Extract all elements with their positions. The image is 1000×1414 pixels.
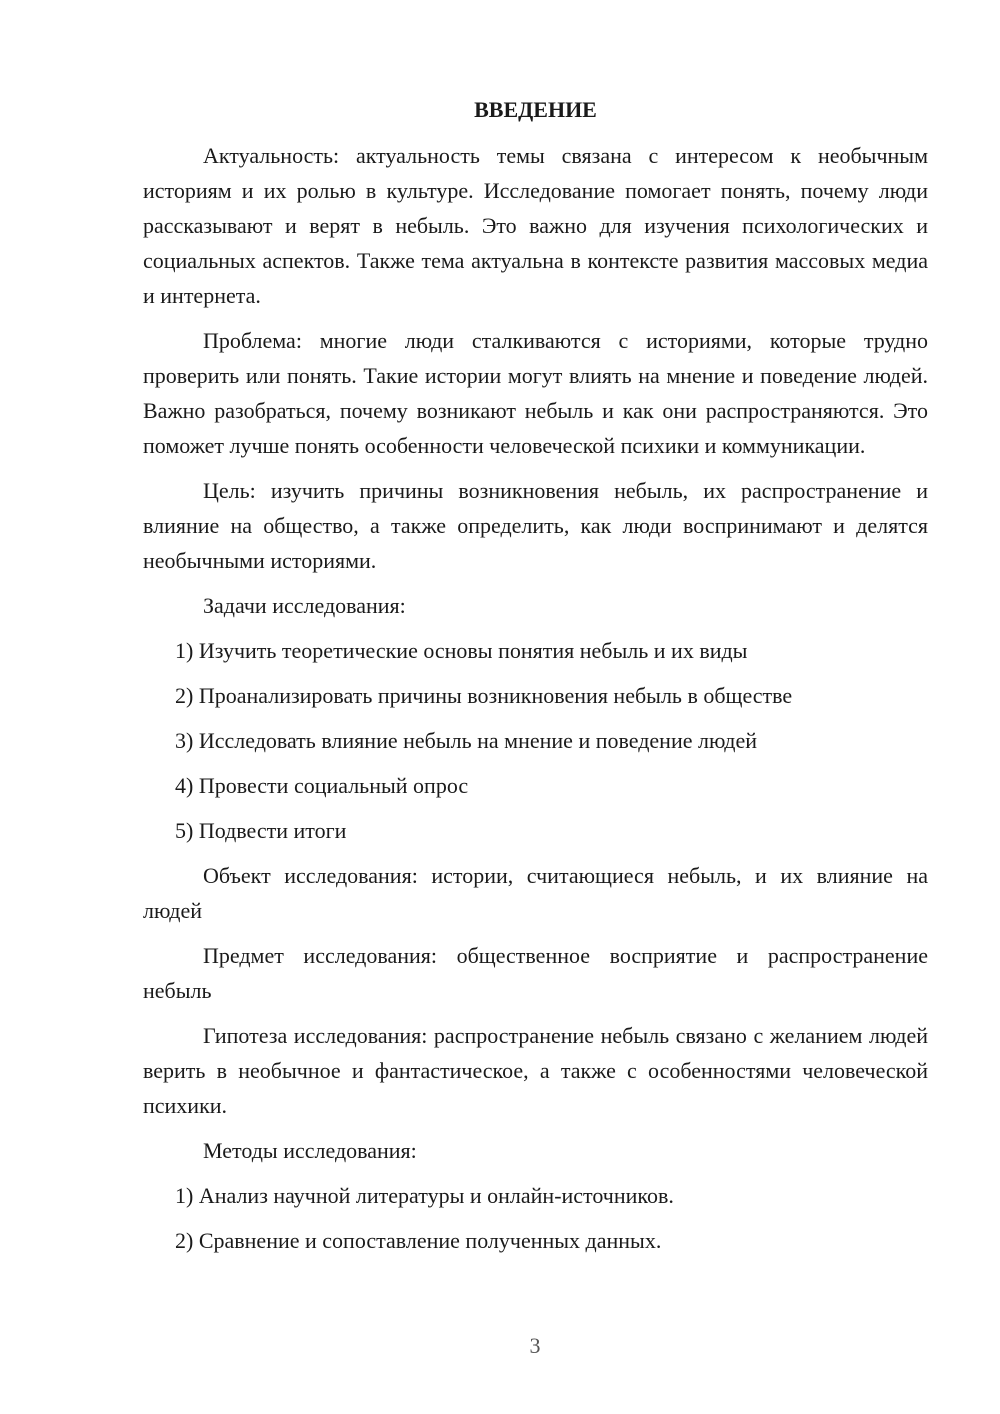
document-page [143,90,928,1268]
subject-paragraph: Предмет исследования: общественное восприятие и распространение небыль [143,943,928,1003]
task-item: 1) Изучить теоретические основы понятия небыль и их виды [175,638,748,663]
task-item: 3) Исследовать влияние небыль на мнение и поведение людей [175,728,758,753]
task-item: 2) Проанализировать причины возникновения небыль в обществе [175,683,793,708]
page-number: 3 [529,1333,541,1358]
task-item: 5) Подвести итоги [175,818,347,843]
problem-paragraph: Проблема: многие люди сталкиваются с историями, которые трудно проверить или понять. Такие истории могут влиять на мнение и поведение людей. Важно разобраться, почему возникают небыль и как они распространяются. Это поможет лучше понять особенности человеческой психики и коммуникации. [143,328,928,458]
relevance-paragraph: Актуальность: актуальность темы связана с интересом к необычным историям и их ролью в культуре. Исследование помогает понять, почему люди рассказывают и верят в небыль. Это важно для изучения психологических и социальных аспектов. Также тема актуальна в контексте развития массовых медиа и интернета. [143,143,928,308]
method-item: 1) Анализ научной литературы и онлайн-источников. [175,1183,674,1208]
goal-paragraph: Цель: изучить причины возникновения небыль, их распространение и влияние на общество, а также определить, как люди воспринимают и делятся необычными историями. [143,478,928,573]
hypothesis-paragraph: Гипотеза исследования: распространение небыль связано с желанием людей верить в необычное и фантастическое, а также с особенностями человеческой психики. [143,1023,928,1118]
method-item: 2) Сравнение и сопоставление полученных данных. [175,1228,662,1253]
tasks-heading: Задачи исследования: [203,593,406,618]
task-item: 4) Провести социальный опрос [175,773,469,798]
object-paragraph: Объект исследования: истории, считающиеся небыль, и их влияние на людей [143,863,928,923]
methods-heading: Методы исследования: [203,1138,417,1163]
page-title: ВВЕДЕНИЕ [474,97,597,122]
